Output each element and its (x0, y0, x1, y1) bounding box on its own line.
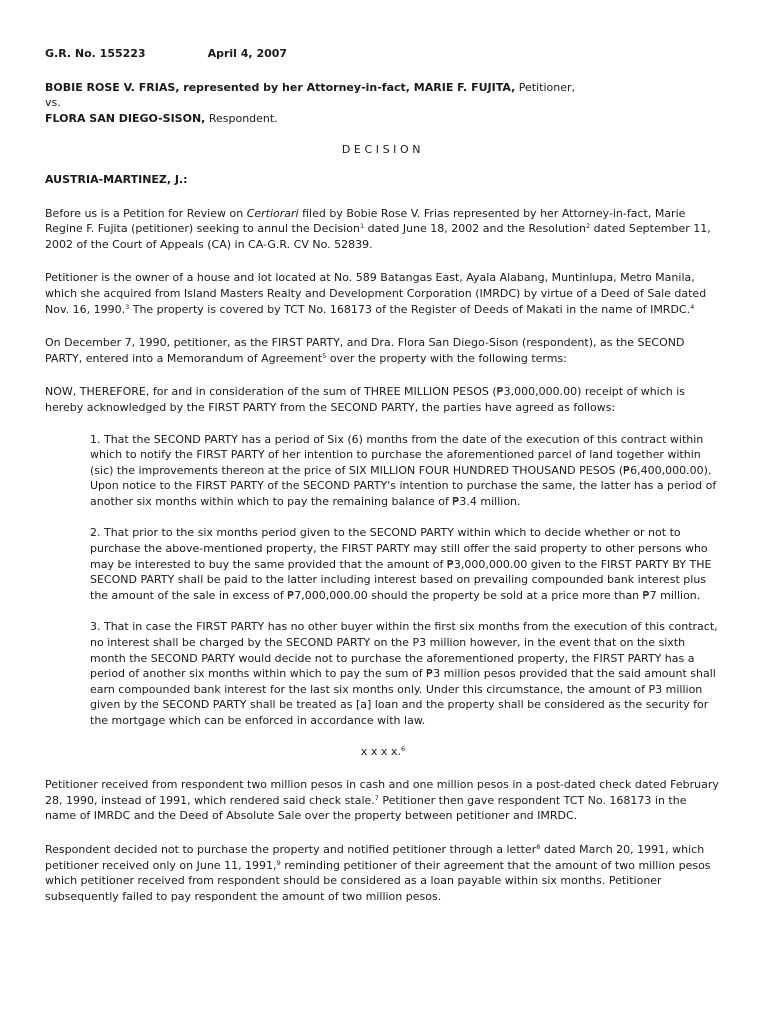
paragraph-4: NOW, THEREFORE, for and in consideration of the sum of THREE MILLION PESOS (₱3,000,000.00) receipt of which is hereby acknowledged by the FIRST PARTY from the SECOND PARTY, the parties have agreed as follows: (45, 385, 686, 414)
ponente: AUSTRIA-MARTINEZ, J.: (45, 172, 188, 186)
paragraph-6 (45, 842, 721, 904)
decision-title: DECISION (341, 143, 425, 157)
agreement-term-2: 2. That prior to the six months period given to the SECOND PARTY within which to decide whether or not to purchase the above-mentioned property, the FIRST PARTY may still offer the said property to other persons who may be interested to buy the same provided that the amount of ₱3,000,000.00 given to the FIRST PARTY BY THE SECOND PARTY shall be paid to the latter including interest based on prevailing compounded bank interest plus the amount of the sale in excess of ₱7,000,000.00 should the property be sold at a price more than ₱7 million. (90, 526, 712, 602)
p1-text-c: dated June 18, 2002 and the Resolution (364, 222, 587, 236)
p6-text-c: reminding petitioner of their agreement that the amount of two million pesos which petitioner received from respondent should be considered as a loan payable within six months. Petitioner subsequently failed to pay respondent the amount of two million pesos. (45, 858, 711, 903)
p2-text-a: Petitioner is the owner of a house and lot located at No. 589 Batangas East, Ayala Alabang, Muntinlupa, Metro Manila, which she acquired from Island Masters Realty and Development Corporation (IMRDC) by virtue of a Deed of Sale dated Nov. 16, 1990. (45, 271, 707, 316)
agreement-term-3: 3. That in case the FIRST PARTY has no other buyer within the first six months from the execution of this contract, no interest shall be charged by the SECOND PARTY on the P3 million however, in the event that on the sixth month the SECOND PARTY would decide not to purchase the aforementioned property, the FIRST PARTY has a period of another six months within which to pay the sum of ₱3 million pesos provided that the said amount shall earn compounded bank interest for the last six months only. Under this circumstance, the amount of P3 million given by the SECOND PARTY shall be treated as [a] loan and the property shall be considered as the security for the mortgage which can be enforced in accordance with law. (90, 620, 718, 727)
paragraph-2 (45, 270, 721, 317)
agreement-term-1: 1. That the SECOND PARTY has a period of Six (6) months from the date of the execution of this contract within which to notify the FIRST PARTY of her intention to purchase the aforementioned parcel of land together within (sic) the improvements thereon at the price of SIX MILLION FOUR HUNDRED THOUSAND PESOS (₱6,400,000.00). Upon notice to the FIRST PARTY of the SECOND PARTY's intention to purchase the same, the latter has a period of another six months within which to pay the remaining balance of ₱3.4 million. (90, 432, 717, 508)
footnote-ref-2[interactable]: 2 (586, 222, 591, 231)
case-header (45, 46, 721, 62)
p1-text-b: filed by Bobie Rose V. Frias represented by her Attorney-in-fact, Marie Regine F. Fujita (petitioner) seeking to annul the Decision (45, 206, 686, 236)
respondent-role: Respondent. (208, 111, 278, 125)
p1-text-a: Before us is a Petition for Review on (45, 206, 247, 220)
p3-text-a: On December 7, 1990, petitioner, as the FIRST PARTY, and Dra. Flora San Diego-Sison (respondent), as the SECOND PARTY, entered into a Memorandum of Agreement (45, 336, 685, 365)
petitioner-name: BOBIE ROSE V. FRIAS, represented by her Attorney-in-fact, MARIE F. FUJITA, (45, 80, 516, 94)
versus-text: vs. (45, 96, 61, 110)
footnote-ref-3[interactable]: 3 (125, 302, 130, 311)
respondent-line (45, 111, 721, 127)
footnote-ref-6[interactable]: 6 (400, 744, 406, 753)
p6-text-a: Respondent decided not to purchase the property and notified petitioner through a letter (45, 842, 537, 856)
p2-text-b: The property is covered by TCT No. 168173 of the Register of Deeds of Makati in the name of IMRDC. (129, 302, 691, 316)
omission-text: x x x x. (360, 744, 401, 758)
footnote-ref-1[interactable]: 1 (359, 222, 365, 231)
footnote-ref-5[interactable]: 5 (322, 351, 327, 360)
omission-marker (45, 744, 721, 760)
footnote-ref-8[interactable]: 8 (536, 842, 541, 851)
petitioner-role: Petitioner, (518, 80, 575, 94)
p3-text-b: over the property with the following terms: (326, 351, 567, 365)
respondent-name: FLORA SAN DIEGO-SISON, (45, 111, 206, 125)
decision-date: April 4, 2007 (207, 47, 288, 60)
paragraph-5 (45, 777, 721, 824)
p5-text-a: Petitioner received from respondent two million pesos in cash and one million pesos in a post-dated check dated February 28, 1990, instead of 1991, which rendered said check stale. (45, 778, 719, 807)
p1-italic: Certiorari (246, 206, 299, 220)
gr-number: G.R. No. 155223 (45, 47, 146, 60)
p5-text-b: Petitioner then gave respondent TCT No. 168173 in the name of IMRDC and the Deed of Absolute Sale over the property between petitioner and IMRDC. (45, 793, 687, 823)
footnote-ref-4[interactable]: 4 (690, 302, 695, 311)
footnote-ref-7[interactable]: 7 (374, 793, 379, 802)
paragraph-3 (45, 335, 721, 366)
petitioner-line (45, 80, 721, 96)
case-parties (45, 80, 721, 127)
paragraph-1 (45, 206, 721, 253)
p6-text-b: dated March 20, 1991, which petitioner received only on June 11, 1991, (45, 842, 705, 872)
p1-text-d: dated September 11, 2002 of the Court of Appeals (CA) in CA-G.R. CV No. 52839. (45, 222, 711, 251)
footnote-ref-9[interactable]: 9 (276, 858, 281, 867)
